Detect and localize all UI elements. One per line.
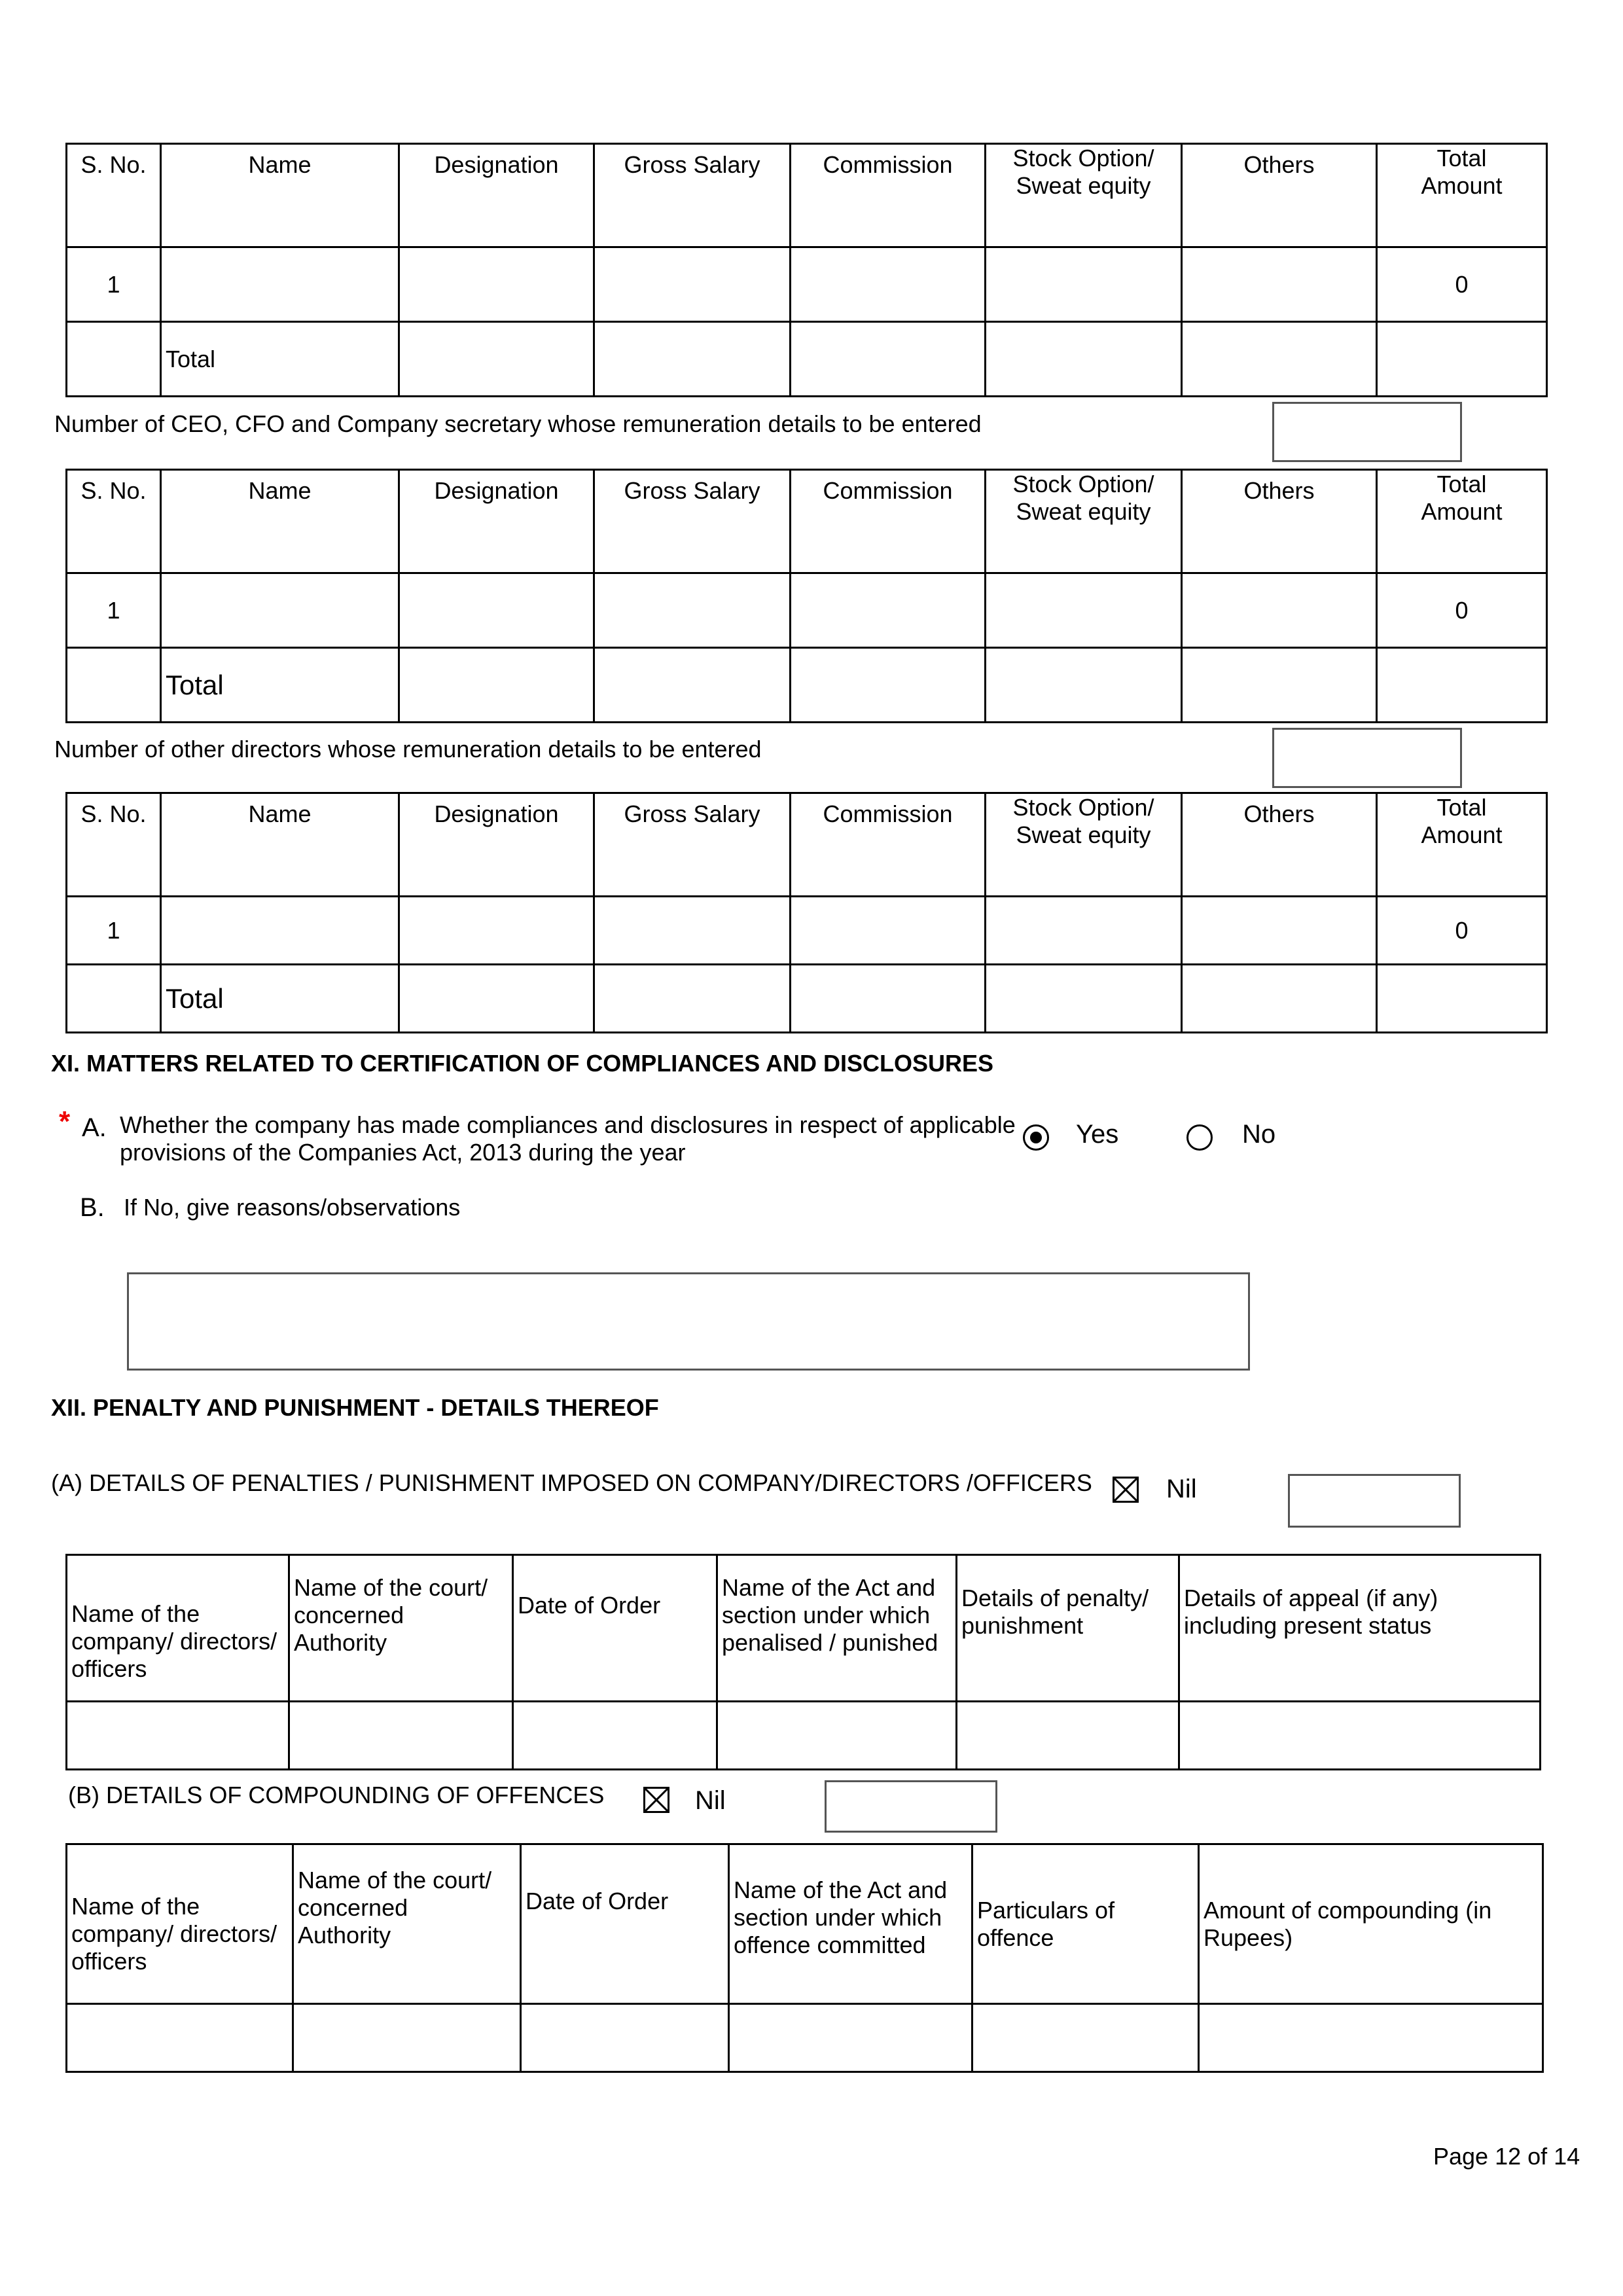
table-row [67, 2004, 1543, 2072]
question-a-line1: Whether the company has made compliances and disclosures in respect of applicable [120, 1111, 1016, 1138]
name-cell[interactable] [161, 897, 399, 965]
total-amount-cell: 0 [1377, 573, 1547, 648]
designation-cell[interactable] [399, 247, 594, 322]
header-designation: Designation [399, 144, 594, 247]
header-gross-salary: Gross Salary [594, 793, 791, 897]
question-a-marker: A. [82, 1113, 107, 1142]
row-sno: 1 [67, 247, 161, 322]
stock-option-cell[interactable] [986, 573, 1182, 648]
header-others: Others [1182, 144, 1377, 247]
header-gross-salary: Gross Salary [594, 144, 791, 247]
section-xii-title: XII. PENALTY AND PUNISHMENT - DETAILS THEREOF [51, 1394, 659, 1421]
no-label: No [1242, 1120, 1276, 1149]
header-appeal-details: Details of appeal (if any) including present status [1179, 1555, 1541, 1702]
compounding-label: (B) DETAILS OF COMPOUNDING OF OFFENCES [68, 1782, 605, 1808]
penalties-label: (A) DETAILS OF PENALTIES / PUNISHMENT IMPOSED ON COMPANY/DIRECTORS /OFFICERS [51, 1469, 1092, 1496]
header-commission: Commission [791, 793, 986, 897]
header-commission: Commission [791, 470, 986, 573]
others-cell[interactable] [1182, 247, 1377, 322]
commission-cell[interactable] [791, 247, 986, 322]
stock-option-cell[interactable] [986, 897, 1182, 965]
designation-cell[interactable] [399, 897, 594, 965]
gross-salary-cell[interactable] [594, 247, 791, 322]
section-xi-title: XI. MATTERS RELATED TO CERTIFICATION OF COMPLIANCES AND DISCLOSURES [51, 1050, 994, 1077]
header-others: Others [1182, 470, 1377, 573]
remuneration-table-1 [65, 143, 1548, 397]
name-cell[interactable] [161, 247, 399, 322]
other-directors-count-label: Number of other directors whose remuneration details to be entered [54, 736, 762, 762]
table-row [67, 1702, 1541, 1770]
header-sno: S. No. [67, 470, 161, 573]
header-total-amount: Total Amount [1377, 144, 1547, 247]
header-others: Others [1182, 793, 1377, 897]
total-amount-cell: 0 [1377, 897, 1547, 965]
header-total-amount: Total Amount [1377, 470, 1547, 573]
header-commission: Commission [791, 144, 986, 247]
remuneration-table-3 [65, 792, 1548, 1033]
gross-salary-cell[interactable] [594, 897, 791, 965]
total-label: Total [161, 322, 399, 397]
question-b-label: If No, give reasons/observations [124, 1194, 461, 1221]
row-sno: 1 [67, 897, 161, 965]
header-designation: Designation [399, 470, 594, 573]
header-gross-salary: Gross Salary [594, 470, 791, 573]
table-row [67, 897, 1547, 965]
header-compounding-amount: Amount of compounding (in Rupees) [1199, 1844, 1543, 2004]
radio-selected-dot [1030, 1132, 1042, 1143]
commission-cell[interactable] [791, 573, 986, 648]
header-name: Name [161, 144, 399, 247]
table-header-row [67, 144, 1547, 247]
question-b-marker: B. [80, 1193, 105, 1222]
penalties-nil-checkbox[interactable] [1113, 1477, 1139, 1503]
total-label: Total [161, 648, 399, 723]
table-header-row [67, 1844, 1543, 2004]
others-cell[interactable] [1182, 573, 1377, 648]
header-stock-option: Stock Option/ Sweat equity [986, 793, 1182, 897]
header-designation: Designation [399, 793, 594, 897]
table-header-row [67, 793, 1547, 897]
header-court: Name of the court/ concerned Authority [293, 1844, 521, 2004]
gross-salary-cell[interactable] [594, 573, 791, 648]
table-row [67, 573, 1547, 648]
compounding-nil-label: Nil [695, 1786, 726, 1815]
header-stock-option: Stock Option/ Sweat equity [986, 470, 1182, 573]
header-name: Name [161, 793, 399, 897]
header-company-name: Name of the company/ directors/ officers [67, 1555, 289, 1702]
header-penalty-details: Details of penalty/ punishment [957, 1555, 1179, 1702]
table-row [67, 247, 1547, 322]
yes-radio[interactable] [1023, 1124, 1049, 1151]
remuneration-table-2 [65, 469, 1548, 723]
ceo-cfo-count-label: Number of CEO, CFO and Company secretary whose remuneration details to be entered [54, 410, 982, 437]
header-sno: S. No. [67, 793, 161, 897]
total-row [67, 965, 1547, 1033]
yes-label: Yes [1076, 1120, 1119, 1149]
ceo-cfo-count-input[interactable] [1272, 402, 1462, 462]
total-row [67, 322, 1547, 397]
penalties-table [65, 1554, 1541, 1770]
header-act-section: Name of the Act and section under which offence committed [729, 1844, 972, 2004]
total-label: Total [161, 965, 399, 1033]
reasons-textarea[interactable] [127, 1272, 1250, 1371]
stock-option-cell[interactable] [986, 247, 1182, 322]
header-stock-option: Stock Option/ Sweat equity [986, 144, 1182, 247]
header-date-of-order: Date of Order [521, 1844, 729, 2004]
page-number: Page 12 of 14 [1433, 2143, 1580, 2170]
table-header-row [67, 470, 1547, 573]
others-cell[interactable] [1182, 897, 1377, 965]
header-date-of-order: Date of Order [513, 1555, 717, 1702]
header-court: Name of the court/ concerned Authority [289, 1555, 513, 1702]
designation-cell[interactable] [399, 573, 594, 648]
other-directors-count-input[interactable] [1272, 728, 1462, 788]
header-company-name: Name of the company/ directors/ officers [67, 1844, 293, 2004]
header-name: Name [161, 470, 399, 573]
cross-icon [1115, 1479, 1137, 1501]
cross-icon [645, 1789, 668, 1811]
required-marker: * [59, 1105, 71, 1138]
question-a-line2: provisions of the Companies Act, 2013 during the year [120, 1139, 686, 1166]
row-sno: 1 [67, 573, 161, 648]
header-offence-particulars: Particulars of offence [972, 1844, 1199, 2004]
header-act-section: Name of the Act and section under which penalised / punished [717, 1555, 957, 1702]
commission-cell[interactable] [791, 897, 986, 965]
compounding-nil-checkbox[interactable] [643, 1787, 669, 1813]
total-row [67, 648, 1547, 723]
header-sno: S. No. [67, 144, 161, 247]
header-total-amount: Total Amount [1377, 793, 1547, 897]
penalties-nil-label: Nil [1166, 1475, 1197, 1503]
name-cell[interactable] [161, 573, 399, 648]
table-header-row [67, 1555, 1541, 1702]
total-amount-cell: 0 [1377, 247, 1547, 322]
compounding-table [65, 1843, 1544, 2073]
compounding-count-input[interactable] [825, 1780, 997, 1833]
penalties-count-input[interactable] [1288, 1474, 1461, 1528]
no-radio[interactable] [1186, 1124, 1213, 1151]
